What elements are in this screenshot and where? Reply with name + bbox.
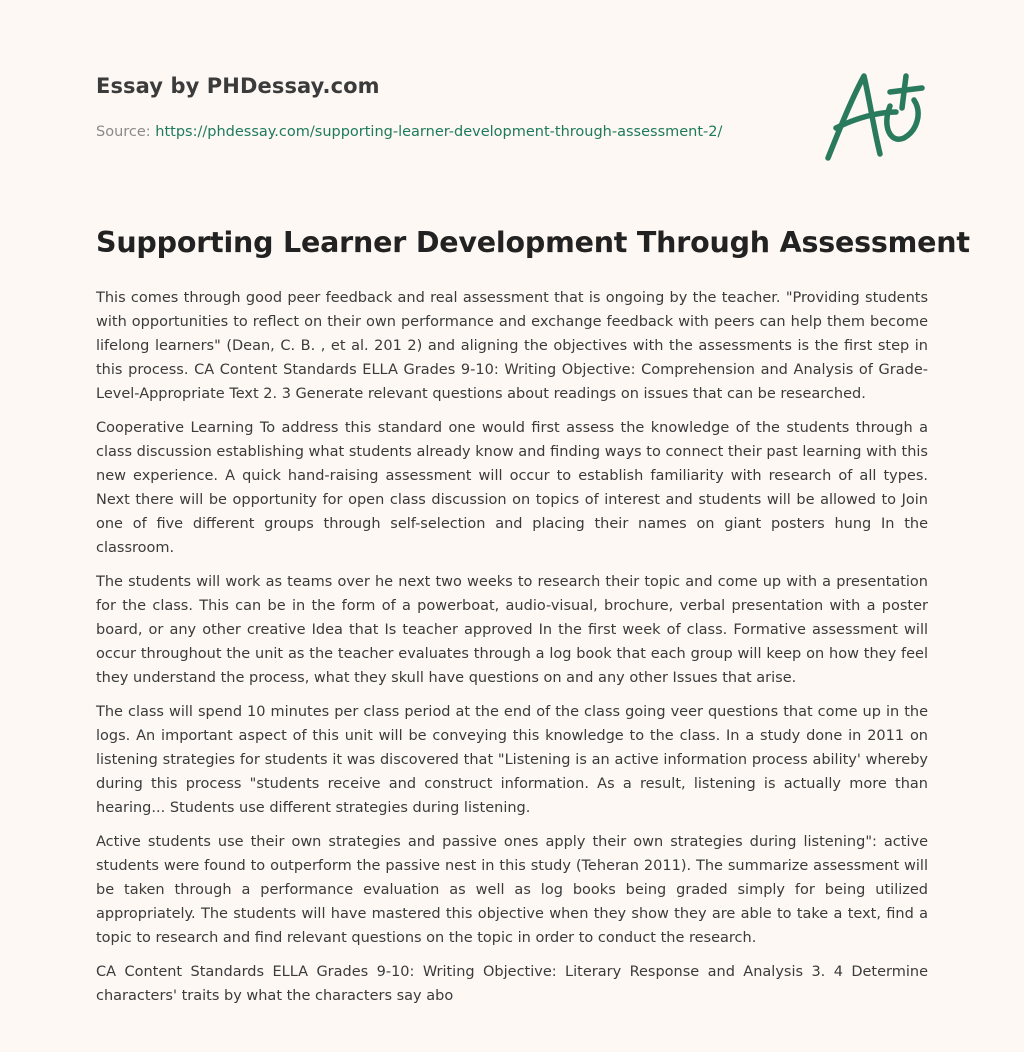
essay-paragraph: This comes through good peer feedback and real assessment that is ongoing by the teacher. "Providing students with opportunities to reflect on their own performance and exchange feedback with peers can help them become lifelong learners" (Dean, C. B. , et al. 201 2) and aligning the objectives with the assessments is the first step in this process. CA Content Standards ELLA Grades 9-10: Writing Objective: Comprehension and Analysis of Grade-Level-Appropriate Text 2. 3 Generate relevant questions about readings on issues that can be researched.	[96, 290, 928, 402]
source-link[interactable]: https://phdessay.com/supporting-learner-development-through-assessment-2/	[155, 124, 723, 140]
essay-body	[96, 286, 928, 1018]
essay-paragraph: CA Content Standards ELLA Grades 9-10: Writing Objective: Literary Response and Analysis 3. 4 Determine characters' traits by what the characters say abo	[96, 964, 928, 1004]
essay-paragraph: The students will work as teams over he next two weeks to research their topic and come up with a presentation for the class. This can be in the form of a powerboat, audio-visual, brochure, verbal presentation with a poster board, or any other creative Idea that Is teacher approved In the first week of class. Formative assessment will occur throughout the unit as the teacher evaluates through a log book that each group will keep on how they feel they understand the process, what they skull have questions on and any other Issues that arise.	[96, 574, 928, 686]
essay-title: Supporting Learner Development Through Assessment	[96, 226, 970, 259]
source-label: Source:	[96, 124, 151, 140]
essay-paragraph: Cooperative Learning To address this standard one would first assess the knowledge of the students through a class discussion establishing what students already know and finding ways to connect their past learning with this new experience. A quick hand-raising assessment will occur to establish familiarity with research of all types. Next there will be opportunity for open class discussion on topics of interest and students will be allowed to Join one of five different groups through self-selection and placing their names on giant posters hung In the classroom.	[96, 420, 928, 556]
a-plus-grade-icon	[818, 66, 932, 166]
essay-paragraph: The class will spend 10 minutes per class period at the end of the class going veer questions that come up in the logs. An important aspect of this unit will be conveying this knowledge to the class. In a study done in 2011 on listening strategies for students it was discovered that "Listening is an active information process ability' whereby during this process "students receive and construct information. As a result, listening is actually more than hearing... Students use different strategies during listening.	[96, 704, 928, 816]
essay-paragraph: Active students use their own strategies and passive ones apply their own strategies during listening": active students were found to outperform the passive nest in this study (Teheran 2011). The summarize assessment will be taken through a performance evaluation as well as log books being graded simply for being utilized appropriately. The students will have mastered this objective when they show they are able to take a text, find a topic to research and find relevant questions on the topic in order to conduct the research.	[96, 834, 928, 946]
source-line	[96, 124, 722, 140]
brand-title: Essay by PHDessay.com	[96, 74, 380, 98]
